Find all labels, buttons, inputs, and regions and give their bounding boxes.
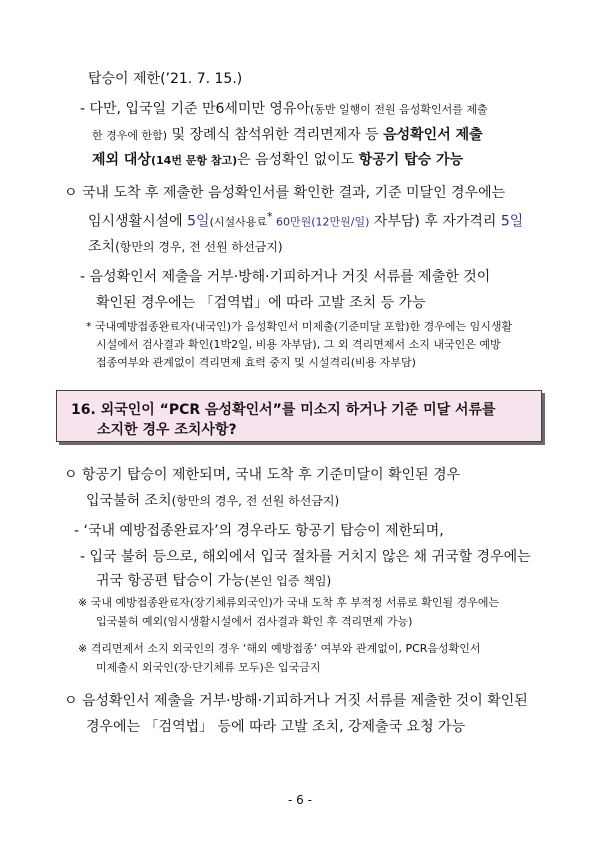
question-box: [56, 390, 542, 442]
text-line: [96, 570, 331, 590]
text-line: [88, 210, 523, 231]
text-span: (시설사용료: [209, 215, 267, 229]
note-line: 접종여부와 관계없이 격리면제 효력 중지 및 시설격리(비용 자부담): [96, 356, 416, 369]
text-span: 항공기 탑승 가능: [358, 152, 464, 168]
text-span: 5일: [187, 213, 210, 230]
text-span: 입국불허 조치: [86, 493, 172, 509]
text-span: 60만원(12만원/일): [272, 215, 370, 229]
note-line: ※ 격리면제서 소지 외국인의 경우 ‘해외 예방접종’ 여부와 관계없이, PCR음성확인서: [78, 642, 481, 655]
text-line: 확인된 경우에는 「검역법」에 따라 고발 조치 등 가능: [96, 295, 426, 311]
text-line: [88, 236, 283, 256]
text-line: - 입국 불허 등으로, 해외에서 입국 절차를 거치지 않은 채 귀국할 경우에는: [80, 549, 531, 565]
text-line: ㅇ 음성확인서 제출을 거부·방해·기피하거나 거짓 서류를 제출한 것이 확인된: [64, 693, 528, 709]
text-span: - 다만, 입국일 기준 만6세미만 영유아: [80, 101, 310, 117]
text-line: [92, 149, 463, 169]
text-span: 귀국 항공편 탑승이 가능: [96, 573, 245, 589]
question-title: 소지한 경우 조치사항?: [97, 422, 237, 438]
text-span: (항만의 경우, 전 선원 하선금지): [171, 494, 340, 508]
text-line: 탑승이 제한(’21. 7. 15.): [88, 71, 243, 87]
note-line: 시설에서 검사결과 확인(1박2일, 비용 자부담), 그 외 격리면제서 소지 내국인은 예방: [96, 338, 501, 351]
text-line: [92, 124, 483, 144]
text-span: (14번 문항 참고): [150, 154, 238, 167]
text-span: 조치: [88, 239, 116, 255]
note-line: 입국불허 예외(임시생활시설에서 검사결과 확인 후 격리면제 가능): [96, 615, 413, 628]
page-number: - 6 -: [288, 793, 312, 807]
text-span: 은 음성확인 없이도: [237, 152, 359, 168]
question-title: 16. 외국인이 “PCR 음성확인서”를 미소지 하거나 기준 미달 서류를: [71, 402, 496, 418]
text-span: 자부담) 후 자가격리: [369, 213, 501, 230]
text-line: - 음성확인서 제출을 거부·방해·기피하거나 거짓 서류를 제출한 것이: [80, 269, 491, 285]
text-span: 제외 대상: [92, 152, 151, 168]
footnote-mark: *: [266, 210, 273, 223]
text-line: [86, 490, 339, 510]
text-line: [80, 98, 488, 118]
text-span: 임시생활시설에: [88, 213, 188, 230]
text-span: (동반 일행이 전원 음성확인서를 제출: [310, 103, 488, 116]
text-span: 5일: [500, 213, 524, 230]
text-line: 경우에는 「검역법」 등에 따라 고발 조치, 강제출국 요청 가능: [86, 719, 466, 735]
note-line: 미제출시 외국인(장·단기체류 모두)은 입국금지: [96, 661, 321, 674]
text-span: (본인 입증 책임): [244, 574, 332, 588]
text-line: ㅇ 항공기 탑승이 제한되며, 국내 도착 후 기준미달이 확인된 경우: [64, 467, 461, 483]
text-span: 한 경우에 한함): [92, 129, 168, 142]
note-line: ※ 국내 예방접종완료자(장기체류외국인)가 국내 도착 후 부적정 서류로 확인될 경우에는: [78, 596, 500, 609]
text-span: 음성확인서 제출: [383, 127, 483, 143]
text-span: 및 장례식 참석위한 격리면제자 등: [167, 127, 384, 143]
text-span: (항만의 경우, 전 선원 하선금지): [115, 240, 283, 254]
note-line: * 국내예방접종완료자(내국인)가 음성확인서 미제출(기준미달 포함)한 경우에는 임시생활: [86, 320, 513, 333]
text-line: - ‘국내 예방접종완료자’의 경우라도 항공기 탑승이 제한되며,: [74, 523, 444, 539]
text-line: ㅇ 국내 도착 후 제출한 음성확인서를 확인한 결과, 기준 미달인 경우에는: [64, 185, 506, 201]
